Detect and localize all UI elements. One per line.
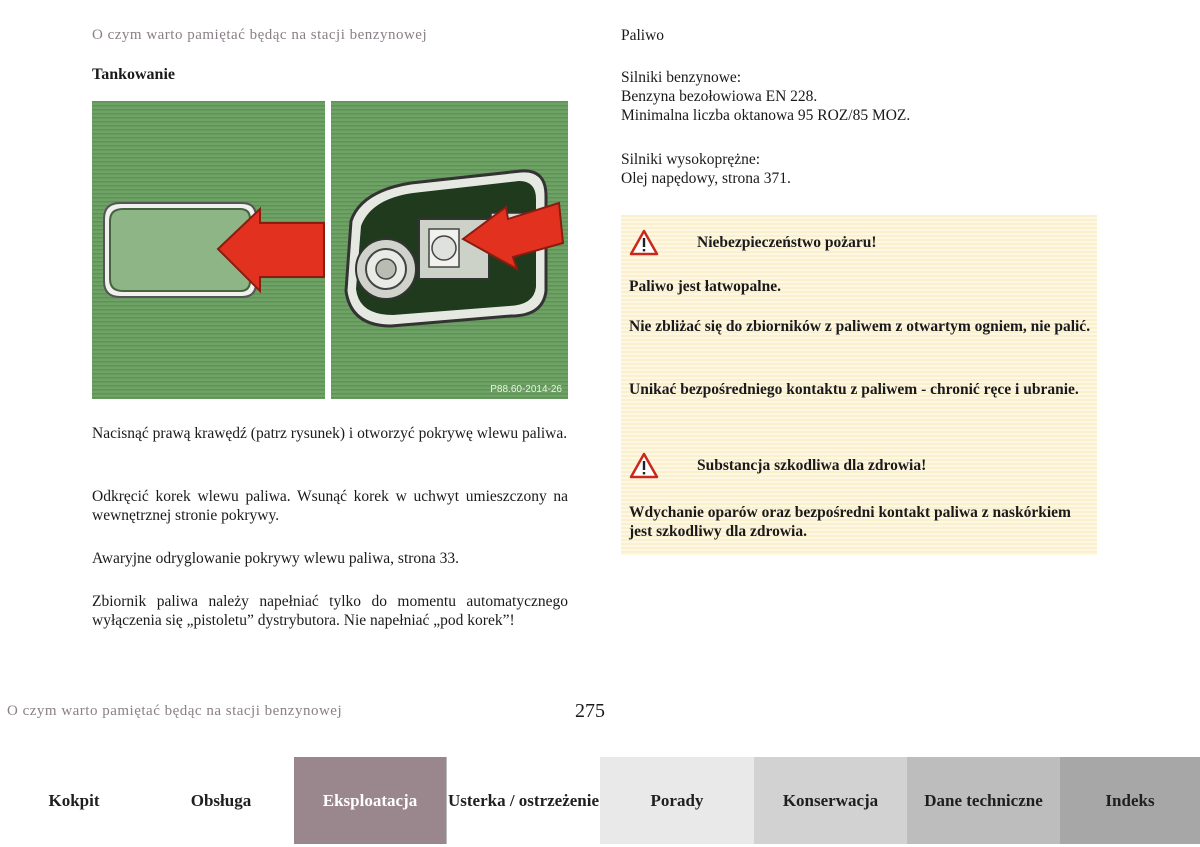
petrol-standard: Benzyna bezołowiowa EN 228.	[621, 88, 818, 105]
fire-warning-title: Niebezpieczeństwo pożaru!	[697, 234, 877, 251]
health-warning-text: Wdychanie oparów oraz bezpośredni kontakt paliwa z naskórkiem jest szkodliwy dla zdrowia.	[629, 504, 1071, 540]
figure-code: P88.60-2014-26	[490, 384, 562, 395]
health-warning-heading	[629, 452, 1091, 479]
nav-tab-eksploatacja[interactable]: Eksploatacja	[294, 757, 447, 844]
chapter-nav	[0, 757, 1200, 844]
fire-warning-text-2: Nie zbliżać się do zbiorników z paliwem z otwartym ogniem, nie palić.	[629, 318, 1091, 335]
page-number: 275	[575, 700, 605, 722]
diesel-spec	[621, 150, 1101, 188]
fire-warning-text-1: Paliwo jest łatwopalne.	[629, 278, 781, 295]
instruction-emergency-release: Awaryjne odryglowanie pokrywy wlewu paliwa, strona 33.	[92, 550, 460, 567]
nav-tab-obsluga[interactable]: Obsługa	[190, 791, 252, 810]
instruction-fill-level: Zbiornik paliwa należy napełniać tylko do momentu automatycznego wyłączenia się „pistoletu” dystrybutora. Nie napełniać „pod korek”!	[92, 593, 568, 629]
fire-warning-heading	[629, 229, 1091, 256]
fuel-flap-open-image	[331, 101, 568, 399]
petrol-octane: Minimalna liczba oktanowa 95 ROZ/85 MOZ.	[621, 107, 911, 124]
petrol-spec	[621, 68, 1101, 125]
nav-tab-porady[interactable]: Porady	[600, 757, 754, 844]
running-head: O czym warto pamiętać będąc na stacji benzynowej	[92, 27, 428, 43]
fuel-flap-figure	[92, 101, 568, 399]
nav-tab-kokpit[interactable]: Kokpit	[48, 791, 100, 810]
fire-warning-text-3: Unikać bezpośredniego kontaktu z paliwem - chronić ręce i ubranie.	[629, 381, 1079, 398]
warning-box	[621, 215, 1097, 555]
instruction-cap: Odkręcić korek wlewu paliwa. Wsunąć korek w uchwyt umieszczony na wewnętrznej stronie pokrywy.	[92, 488, 568, 524]
nav-tab-indeks[interactable]: Indeks	[1060, 757, 1200, 844]
footer-running-head: O czym warto pamiętać będąc na stacji benzynowej	[7, 703, 343, 719]
instruction-open-flap: Nacisnąć prawą krawędź (patrz rysunek) i otworzyć pokrywę wlewu paliwa.	[92, 425, 568, 442]
nav-tab-dane-techniczne[interactable]: Dane techniczne	[907, 757, 1060, 844]
warning-triangle-icon	[629, 229, 659, 256]
fuel-flap-closed-image	[92, 101, 325, 399]
petrol-label: Silniki benzynowe:	[621, 69, 742, 86]
health-warning-title: Substancja szkodliwa dla zdrowia!	[697, 457, 927, 474]
nav-tab-konserwacja[interactable]: Konserwacja	[754, 757, 907, 844]
section-title: Tankowanie	[92, 66, 175, 83]
nav-tab-usterka[interactable]: Usterka / ostrzeżenie	[447, 791, 600, 810]
warning-triangle-icon	[629, 452, 659, 479]
diesel-reference: Olej napędowy, strona 371.	[621, 170, 791, 187]
diesel-label: Silniki wysokoprężne:	[621, 151, 761, 168]
fuel-heading: Paliwo	[621, 27, 665, 44]
